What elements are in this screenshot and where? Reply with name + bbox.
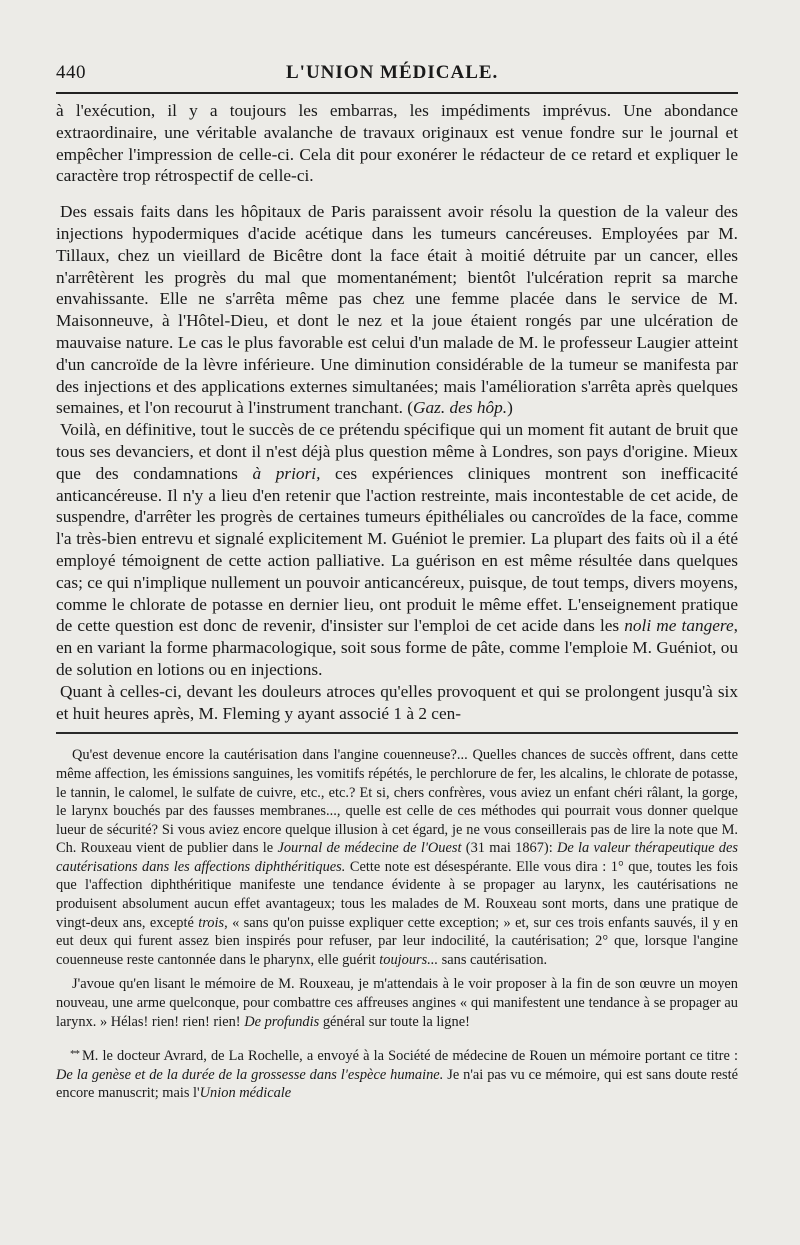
note-text: sans cautérisation. — [438, 951, 548, 968]
header-rule — [56, 92, 738, 94]
note-text: , « sans qu'on puisse expliquer cette exception; » et, sur ces trois enfants sauvés, il y en eut deux qui furent assez bien inspirés pour refuser, par leur indocilité, la cautérisation; 2° que, lorsque l'angine couenneuse reste cantonnée dans le pharynx, elle guérit — [56, 914, 739, 968]
note-text: (31 mai 1867): — [461, 840, 557, 857]
paragraph-text: Des essais faits dans les hôpitaux de Paris paraissent avoir résolu la question de la valeur des injections hypodermiques d'acide acétique dans les tumeurs cancéreuses. Employées par M. Tillaux, chez un vieillard de Bicêtre dont la face était à moitié détruite par un cancer, elles n'arrêtèrent les progrès du mal que momentanément; bientôt l'ulcération reprit sa marche envahissante. Elle ne s'arrêta même pas chez une femme placée dans le service de M. Maisonneuve, à l'Hôtel-Dieu, et dont le nez et la joue étaient rongés par une ulcération de mauvaise nature. Le cas le plus favorable est celui d'un malade de M. le professeur Laugier atteint d'un cancroïde de la lèvre inférieure. Une diminution considérable de la tumeur se manifesta par des injections et des applications externes simultanées; mais l'amélioration s'arrêta après quelques semaines, et l'on recourut à l'instrument tranchant. ( — [56, 202, 738, 418]
note-text: général sur toute la ligne! — [319, 1013, 470, 1030]
main-text — [56, 100, 738, 724]
notes-section — [56, 746, 738, 1103]
page-number: 440 — [56, 62, 86, 83]
paragraph-text-close: ) — [507, 398, 513, 418]
italic-article-title: De la valeur thérapeutique des cautérisations dans les affections diphthéritiques. — [56, 840, 738, 875]
asterism-mark: ** — [70, 1048, 79, 1061]
note-text: Je n'ai pas vu ce mémoire, qui est sans doute resté encore manuscrit; mais l' — [56, 1066, 738, 1102]
italic-a-priori: à priori, — [252, 463, 321, 483]
paragraph-conclusion — [56, 419, 738, 681]
note-cauterisation — [56, 746, 738, 969]
italic-noli-me-tangere: noli me tangere — [624, 616, 734, 636]
paragraph-text: Voilà, en définitive, tout le succès de ce prétendu spécifique qui un moment fit autant de bruit que tous ses devanciers, et dont il n'est déjà plus question même à Londres, son pays d'origine. Mieux que des condamnations — [56, 420, 738, 483]
paragraph-acetic-acid-trials — [56, 201, 738, 419]
italic-journal-name: Journal de médecine de l'Ouest — [277, 840, 462, 857]
notes-rule — [56, 732, 738, 734]
note-text: J'avoue qu'en lisant le mémoire de M. Rouxeau, je m'attendais à le voir proposer à la fin de son œuvre un moyen nouveau, une arme quelconque, pour combattre ces affreuses angines « qui manifestent une tendance à se propager au larynx. » Hélas! rien! rien! rien! — [56, 976, 738, 1030]
paragraph-text: , en en variant la forme pharmacologique, soit sous forme de pâte, comme l'emploie M. Guéniot, ou de solution en lotions ou en injections. — [56, 616, 738, 679]
note-text: Cette note est désespérante. Elle vous dira : 1° que, toutes les fois que l'affection diphthéritique manifeste une tendance évidente à se propager au larynx, les cautérisations ne produisent absolument aucun effet avantageux; tous les malades de M. Rouxeau sont morts, dans une pratique de vingt-deux ans, excepté — [56, 858, 739, 931]
running-head — [56, 62, 738, 90]
paragraph-continuation: à l'exécution, il y a toujours les embarras, les impédiments imprévus. Une abondance extraordinaire, une véritable avalanche de travaux originaux est venue fondre sur le journal et empêcher l'impression de celle-ci. Cela dit pour exonérer le rédacteur de ce retard et expliquer le caractère trop rétrospectif de celle-ci. — [56, 101, 738, 186]
italic-union-medicale: Union médicale — [199, 1085, 292, 1102]
italic-toujours: toujours... — [379, 951, 439, 968]
journal-title: L'UNION MÉDICALE. — [286, 62, 499, 83]
note-text: M. le docteur Avrard, de La Rochelle, a envoyé à la Société de médecine de Rouen un mémoire portant ce titre : — [82, 1048, 738, 1065]
paragraph-injections: Quant à celles-ci, devant les douleurs atroces qu'elles provoquent et qui se prolongent jusqu'à six et huit heures après, M. Fleming y ayant associé 1 à 2 cen- — [56, 681, 738, 723]
note-avrard — [56, 1045, 738, 1103]
note-text: Qu'est devenue encore la cautérisation dans l'angine couenneuse?... Quelles chances de succès offrent, dans cette même affection, les émissions sanguines, les vomitifs répétés, le perchlorure de fer, les alcalins, le chlorate de potasse, le tannin, le calomel, le sulfate de cuivre, etc., etc.? Et si, chers confrères, vous aviez un enfant chéri râlant, la gorge, le larynx bouchés par des fausses membranes..., quelle est celle de ces méthodes qui pourrait vous donner quelque lueur de sécurité? Si vous aviez encore quelque illusion à cet égard, je ne vous conseillerais pas de lire la note que M. Ch. Rouxeau vient de publier dans le — [56, 747, 738, 857]
paragraph-text: ces expériences cliniques montrent son inefficacité anticancéreuse. Il n'y a lieu d'en retenir que l'action restreinte, mais incontestable de cet acide, de suspendre, d'arrêter les progrès de certaines tumeurs épithéliales ou cancroïdes de la face, comme l'a très-bien entrevu et signalé explicitement M. Guéniot le premier. La plupart des faits où il a été employé témoignent de cette action palliative. La guérison en est même résultée dans quelques cas; ce qui n'implique nullement un pouvoir anticancéreux, puisque, de tout temps, divers moyens, comme le chlorate de potasse en dernier lieu, ont produit le même effet. L'enseignement pratique de cette question est donc de revenir, d'insister sur l'emploi de cet acide dans les — [56, 463, 738, 636]
note-rouxeau — [56, 975, 738, 1031]
italic-memoir-title: De la genèse et de la durée de la grossesse dans l'espèce humaine. — [56, 1066, 444, 1083]
italic-trois: trois — [198, 914, 225, 931]
citation-source: Gaz. des hôp. — [413, 398, 508, 418]
italic-de-profundis: De profundis — [244, 1013, 320, 1030]
